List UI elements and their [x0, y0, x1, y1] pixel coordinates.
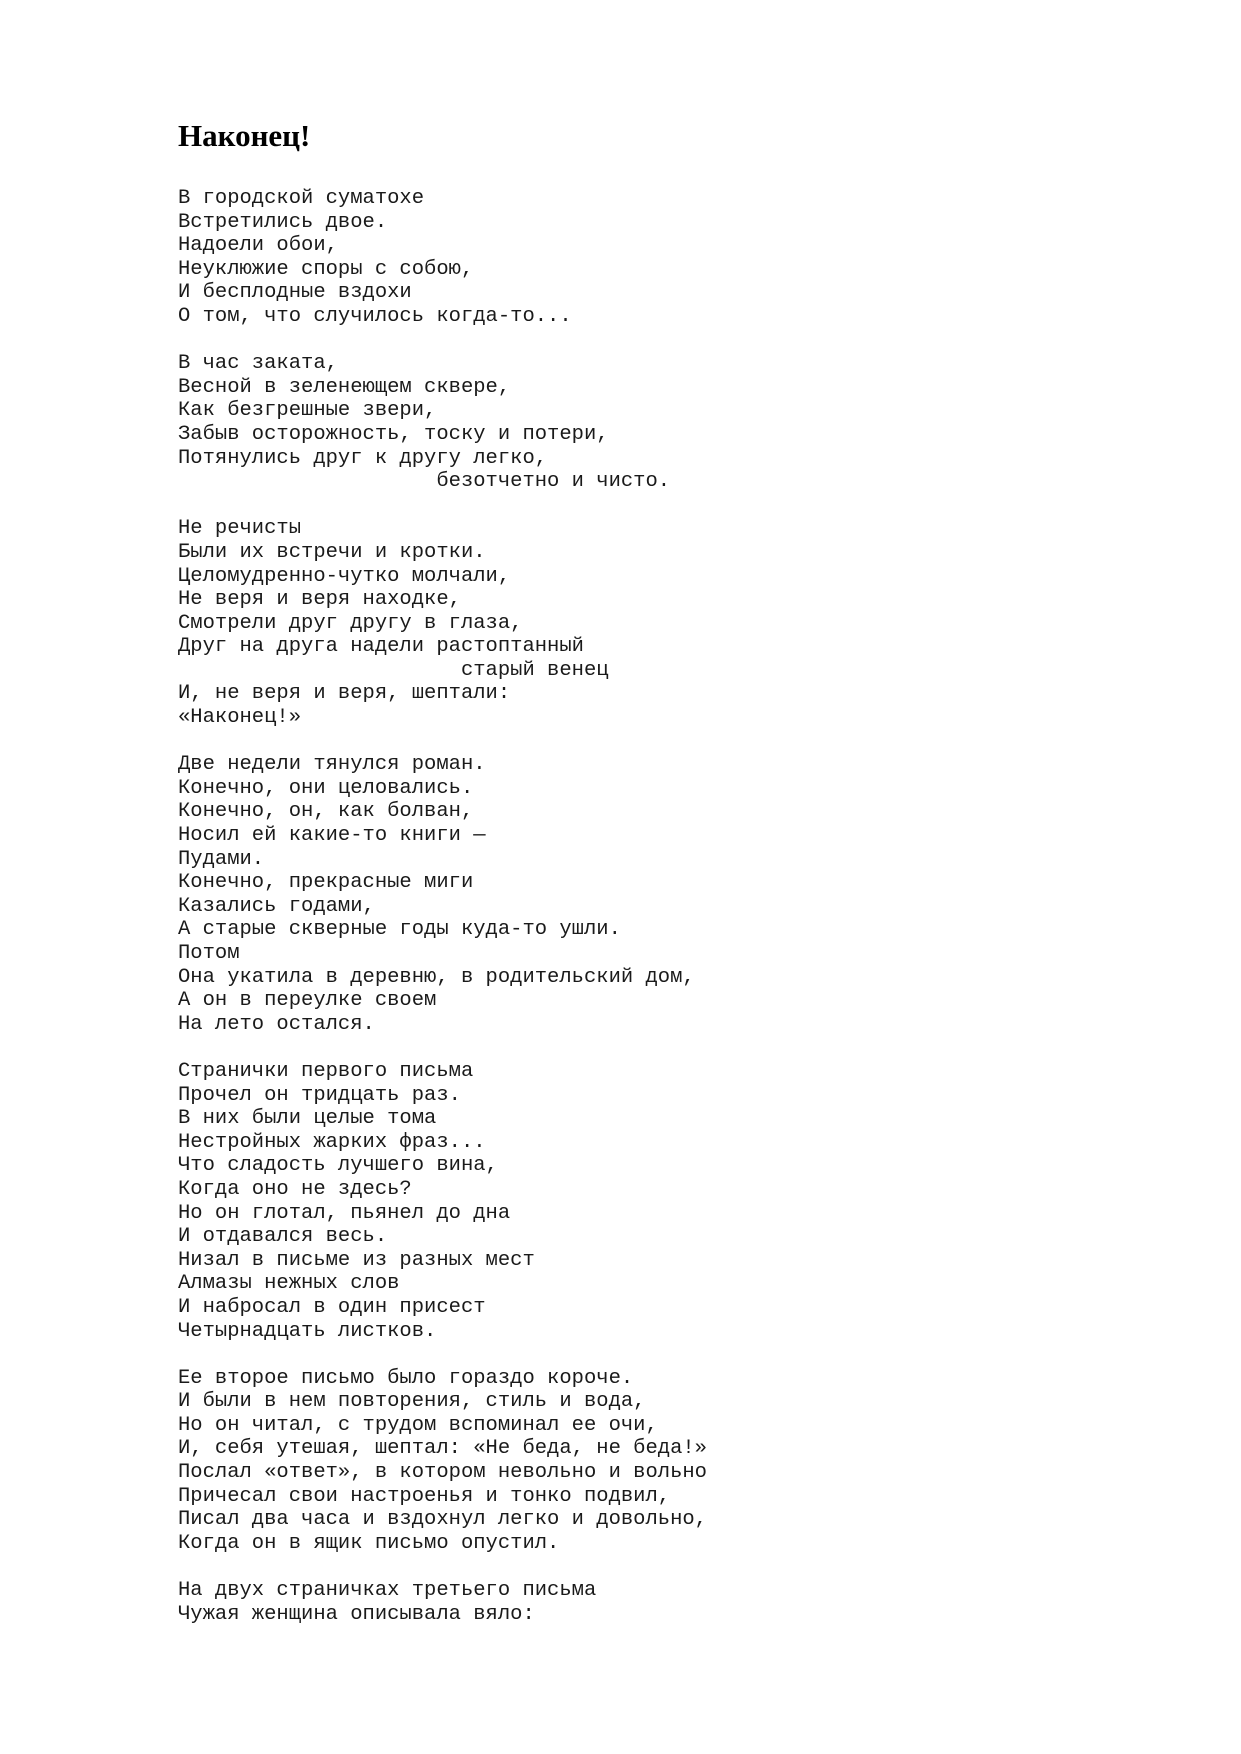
- poem-line: И отдавался весь.: [178, 1225, 388, 1249]
- poem-line: Конечно, он, как болван,: [178, 800, 474, 824]
- poem-line: Целомудренно-чутко молчали,: [178, 564, 511, 588]
- poem-line: А он в переулке своем: [178, 989, 437, 1013]
- poem-line: Друг на друга надели растоптанный: [178, 635, 584, 659]
- poem-line: Странички первого письма: [178, 1059, 474, 1083]
- poem-line: Смотрели друг другу в глаза,: [178, 611, 523, 635]
- poem-line: На лето остался.: [178, 1012, 375, 1036]
- poem-line: Носил ей какие-то книги —: [178, 824, 486, 848]
- poem-line: В час заката,: [178, 352, 338, 376]
- poem-line: Но он читал, с трудом вспоминал ее очи,: [178, 1413, 658, 1437]
- poem-line: Но он глотал, пьянел до дна: [178, 1201, 511, 1225]
- poem-line: И, не веря и веря, шептали:: [178, 682, 511, 706]
- poem-stanza: [178, 352, 1178, 494]
- poem-line: Ее второе письмо было гораздо короче.: [178, 1366, 634, 1390]
- poem-line: Казались годами,: [178, 894, 375, 918]
- poem-line: старый венец: [178, 658, 609, 682]
- poem-stanza: [178, 517, 1178, 729]
- poem-line: Алмазы нежных слов: [178, 1272, 400, 1296]
- poem-line: Как безгрешные звери,: [178, 399, 437, 423]
- poem-line: И набросал в один присест: [178, 1295, 486, 1319]
- poem-line: Когда он в ящик письмо опустил.: [178, 1531, 560, 1555]
- poem-line: Не речисты: [178, 517, 302, 541]
- poem-line: И, себя утешая, шептал: «Не беда, не беда!»: [178, 1437, 707, 1461]
- poem-line: Конечно, они целовались.: [178, 776, 474, 800]
- poem-line: А старые скверные годы куда-то ушли.: [178, 918, 621, 942]
- poem-line: Неуклюжие споры с собою,: [178, 257, 474, 281]
- poem-line: Надоели обои,: [178, 234, 338, 258]
- poem-line: В городской суматохе: [178, 187, 425, 210]
- poem-line: Нестройных жарких фраз...: [178, 1130, 486, 1154]
- poem-line: Весной в зеленеющем сквере,: [178, 375, 511, 399]
- poem-stanza: [178, 187, 1178, 329]
- poem-stanza: [178, 1367, 1178, 1556]
- poem-line: И бесплодные вздохи: [178, 281, 412, 305]
- poem-line: Послал «ответ», в котором невольно и вольно: [178, 1461, 707, 1485]
- poem-line: Потянулись друг к другу легко,: [178, 446, 548, 470]
- poem-line: Чужая женщина описывала вяло:: [178, 1602, 535, 1626]
- poem-line: Встретились двое.: [178, 210, 388, 234]
- poem-line: Что сладость лучшего вина,: [178, 1154, 498, 1178]
- poem-stanza: [178, 753, 1178, 1036]
- poem-line: Низал в письме из разных мест: [178, 1248, 535, 1272]
- poem-line: Она укатила в деревню, в родительский дом,: [178, 965, 695, 989]
- poem-line: безотчетно и чисто.: [178, 470, 671, 494]
- poem-stanza: [178, 1060, 1178, 1343]
- poem-line: На двух страничках третьего письма: [178, 1579, 597, 1603]
- poem-line: В них были целые тома: [178, 1107, 437, 1131]
- poem-line: Забыв осторожность, тоску и потери,: [178, 422, 609, 446]
- poem-line: Писал два часа и вздохнул легко и довольно,: [178, 1508, 707, 1532]
- poem-line: И были в нем повторения, стиль и вода,: [178, 1390, 646, 1414]
- poem-line: Когда оно не здесь?: [178, 1177, 412, 1201]
- poem-line: О том, что случилось когда-то...: [178, 304, 572, 328]
- poem-line: Причесал свои настроенья и тонко подвил,: [178, 1484, 671, 1508]
- poem-line: «Наконец!»: [178, 706, 302, 730]
- poem-line: Не веря и веря находке,: [178, 588, 461, 612]
- poem-line: Четырнадцать листков.: [178, 1319, 437, 1343]
- poem-line: Пудами.: [178, 847, 265, 871]
- poem-line: Были их встречи и кротки.: [178, 540, 486, 564]
- poem-line: Прочел он тридцать раз.: [178, 1083, 461, 1107]
- poem-line: Конечно, прекрасные миги: [178, 871, 474, 895]
- poem-line: Две недели тянулся роман.: [178, 753, 486, 777]
- poem-title: Наконец!: [178, 118, 311, 153]
- poem-body: [178, 187, 1178, 1650]
- poem-line: Потом: [178, 942, 240, 965]
- poem-stanza: [178, 1579, 1178, 1626]
